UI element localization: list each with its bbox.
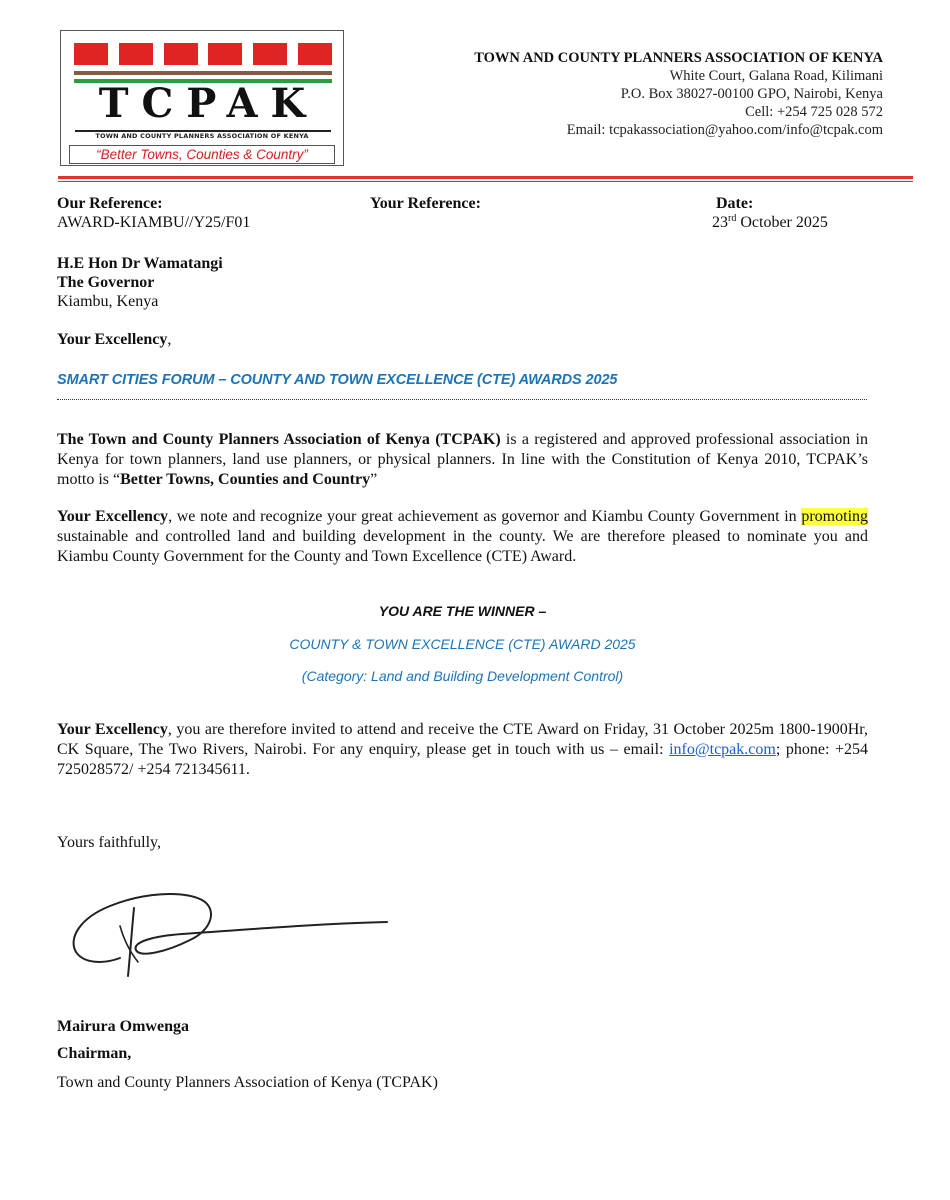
- intro-motto: Better Towns, Counties and Country: [120, 471, 371, 488]
- award-category: (Category: Land and Building Development Control): [301, 668, 624, 684]
- your-reference-label: Your Reference:: [370, 195, 481, 212]
- letterhead-address: [474, 49, 883, 139]
- salutation: [57, 331, 171, 349]
- signer-organization: Town and County Planners Association of Kenya (TCPAK): [57, 1074, 438, 1091]
- award-name: COUNTY & TOWN EXCELLENCE (CTE) AWARD 2025: [289, 636, 636, 652]
- org-name: TOWN AND COUNTY PLANNERS ASSOCIATION OF KENYA: [474, 50, 883, 66]
- email-link[interactable]: info@tcpak.com: [669, 741, 776, 758]
- highlighted-word: promoting: [801, 508, 869, 525]
- signer-name: Mairura Omwenga: [57, 1018, 189, 1035]
- subject-line: SMART CITIES FORUM – COUNTY AND TOWN EXCELLENCE (CTE) AWARDS 2025: [57, 372, 618, 388]
- address-line-2: P.O. Box 38027-00100 GPO, Nairobi, Kenya: [620, 86, 883, 102]
- intro-close: ”: [370, 471, 378, 488]
- recognition-paragraph: [57, 507, 868, 567]
- signer-title: Chairman,: [57, 1045, 132, 1062]
- our-reference-value: AWARD-KIAMBU//Y25/F01: [57, 214, 251, 231]
- our-reference-label: Our Reference:: [57, 195, 163, 212]
- logo-wordmark: TCPAK: [98, 80, 319, 127]
- logo-red-squares: [74, 43, 332, 65]
- recipient-place: Kiambu, Kenya: [57, 293, 159, 310]
- logo-brown-stripe: [74, 71, 332, 75]
- date-value: [712, 214, 828, 232]
- invitation-text-b: ; phone: +254 725028572/ +254 721345611.: [57, 741, 868, 778]
- date-day: 23: [712, 214, 728, 231]
- intro-paragraph: [57, 430, 868, 490]
- recognition-text-a: , we note and recognize your great achievement as governor and Kiambu County Government in: [168, 508, 802, 525]
- invitation-paragraph: [57, 720, 868, 780]
- recognition-text-b: sustainable and controlled land and building development in the county. We are therefore pleased to nominate you and Kiambu County Government for the County and Town Excellence (CTE) Award.: [57, 528, 868, 565]
- cell-number: Cell: +254 725 028 572: [745, 104, 883, 120]
- address-line-1: White Court, Galana Road, Kilimani: [669, 68, 883, 84]
- intro-text: is a registered and approved professional association in Kenya for town planners, land use planners, or physical planners. In line with the Constitution of Kenya 2010, TCPAK’s motto is “: [57, 431, 868, 488]
- intro-bold-lead: The Town and County Planners Association of Kenya (TCPAK): [57, 431, 501, 448]
- invitation-bold-lead: Your Excellency: [57, 721, 168, 738]
- header-divider-thin: [58, 181, 913, 182]
- header-divider: [58, 176, 913, 179]
- recognition-bold-lead: Your Excellency: [57, 508, 169, 525]
- logo-subtitle: TOWN AND COUNTY PLANNERS ASSOCIATION OF KENYA: [95, 132, 309, 140]
- contact-email: Email: tcpakassociation@yahoo.com/info@tcpak.com: [566, 122, 883, 138]
- subject-dotted-rule: [57, 399, 867, 400]
- recipient-name: H.E Hon Dr Wamatangi: [57, 255, 223, 272]
- invitation-text-a: , you are therefore invited to attend and receive the CTE Award on Friday, 31 October 2025m 1800-1900Hr, CK Square, The Two Rivers, Nairobi. For any enquiry, please get in touch with us – email:: [57, 721, 868, 758]
- date-label: Date:: [716, 195, 754, 212]
- salutation-punct: ,: [167, 331, 172, 348]
- recipient-title: The Governor: [57, 274, 155, 291]
- date-rest: October 2025: [736, 214, 828, 231]
- tcpak-logo: [60, 30, 344, 166]
- handwritten-signature: [62, 878, 402, 988]
- logo-motto: “Better Towns, Counties & Country”: [69, 145, 335, 164]
- winner-announcement: YOU ARE THE WINNER –: [378, 603, 547, 619]
- valediction: Yours faithfully,: [57, 834, 162, 851]
- salutation-text: Your Excellency: [57, 331, 168, 348]
- date-suffix: rd: [728, 213, 737, 224]
